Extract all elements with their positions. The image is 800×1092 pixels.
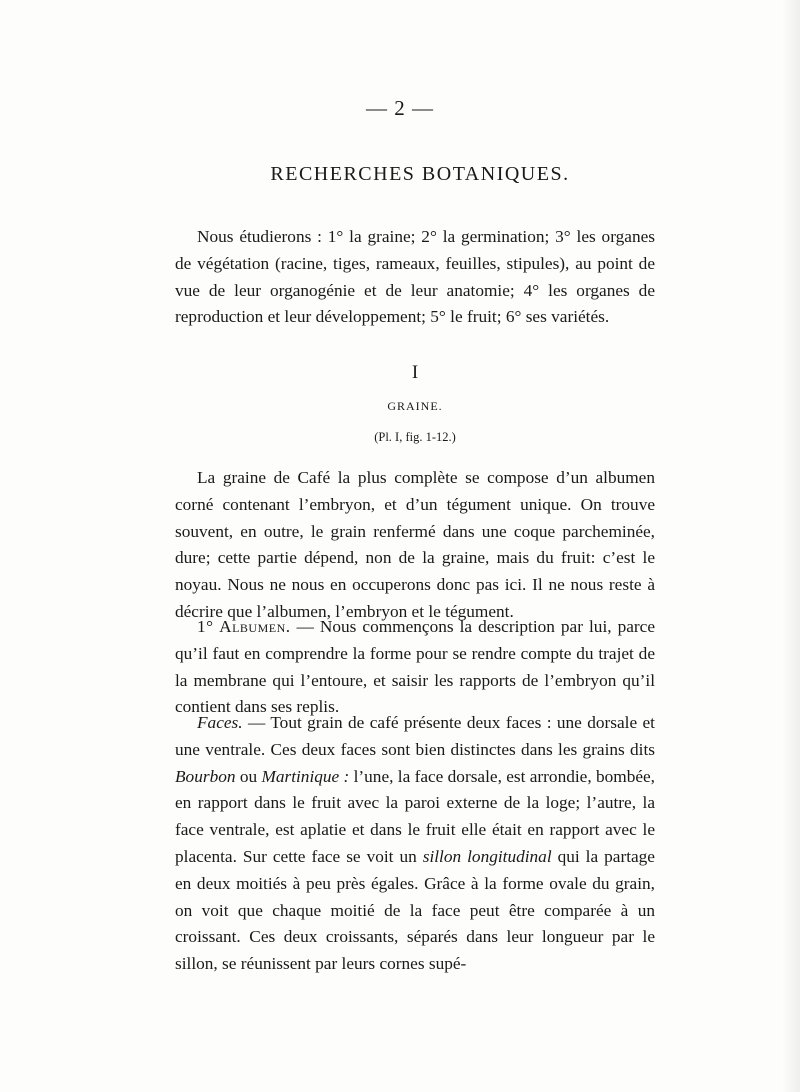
faces-label: Faces. [197, 713, 243, 732]
faces-text-1: — Tout grain de café présente deux faces : une dorsale et une ventrale. Ces deux faces sont bien distinctes dans les grains dits [175, 713, 655, 759]
page-number: — 2 — [366, 96, 434, 120]
martinique-term: Martinique : [261, 766, 350, 786]
bourbon-term: Bourbon [175, 766, 236, 786]
page-edge-shadow [782, 0, 800, 1092]
sillon-term: sillon longitudinal [422, 846, 552, 866]
albumen-label: 1° Albumen. [197, 617, 291, 636]
graine-paragraph: La graine de Café la plus complète se compose d’un albumen corné contenant l’embryon, et d’un tégument unique. On trouve souvent, en outre, le grain renfermé dans une coque parcheminée, dure; cette partie dépend, non de la graine, mais du fruit: c’est le noyau. Nous ne nous en occuperons donc pas ici. Il ne nous reste à décrire que l’albumen, l’embryon et le tégument. [175, 468, 655, 621]
intro-paragraph: Nous étudierons : 1° la graine; 2° la germination; 3° les organes de végétation (racine, tiges, rameaux, feuilles, stipules), au point de vue de leur organogénie et de leur anatomie; 4° les organes de reproduction et leur développement; 5° le fruit; 6° ses variétés. [175, 227, 655, 327]
plate-reference: (Pl. I, fig. 1-12.) [374, 430, 456, 444]
albumen-paragraph [175, 614, 655, 721]
faces-paragraph [175, 710, 655, 978]
page-title: RECHERCHES BOTANIQUES. [270, 163, 570, 185]
faces-text-4: qui la partage en deux moitiés à peu près égales. Grâce à la forme ovale du grain, on voit que chaque moitié de la face peut être comparée à un croissant. Ces deux croissants, séparés dans leur longueur par le sillon, se réunissent par leurs cornes supé- [175, 846, 655, 974]
section-numeral: I [411, 362, 419, 383]
faces-text-2: ou [235, 766, 262, 786]
albumen-text: — Nous commençons la description par lui, parce qu’il faut en comprendre la forme pour se rendre compte du trajet de la membrane qui l’entoure, et saisir les rapports de l’embryon qu’il contient dans ses replis. [175, 617, 655, 717]
section-heading: GRAINE. [387, 399, 443, 413]
faces-text-3: l’une, la face dorsale, est arrondie, bombée, en rapport dans le fruit avec la paroi externe de la loge; l’autre, la face ventrale, est aplatie et dans le fruit elle était en rapport avec le placenta. Sur cette face se voit un [175, 766, 655, 866]
